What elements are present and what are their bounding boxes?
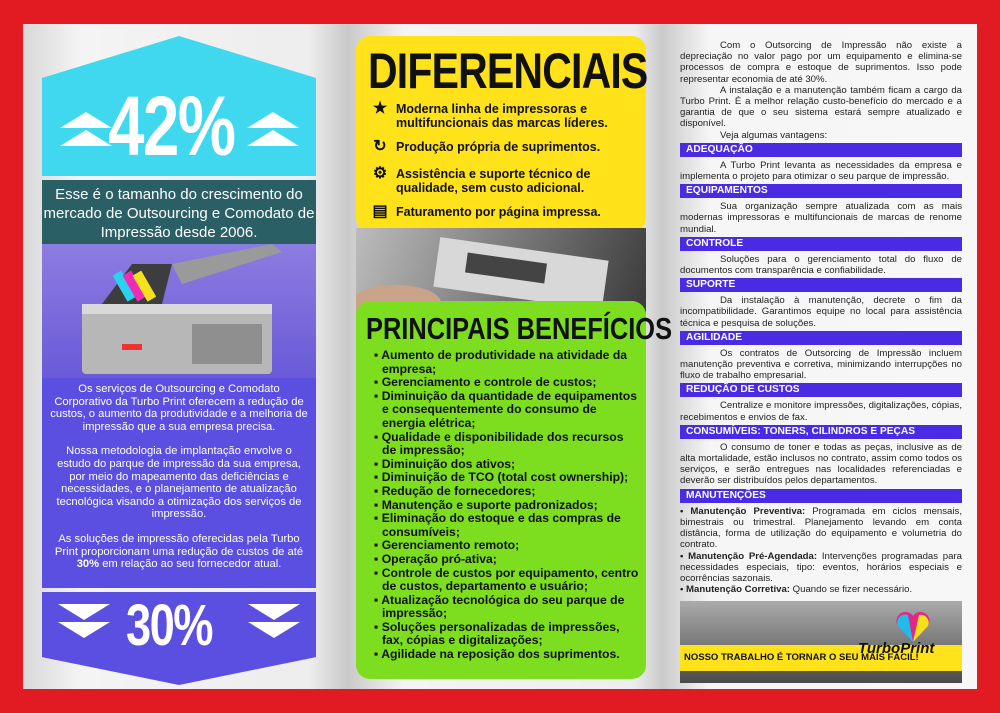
stat-bottom: 30% [126,593,212,658]
printer-image [42,244,316,378]
beneficios-list [370,349,640,662]
beneficio-item: ▪ Aumento de produtividade na atividade da empresa; [374,348,628,376]
turboprint-logo: TurboPrint [858,640,935,657]
slogan: NOSSO TRABALHO É TORNAR O SEU MAIS FÁCIL! [684,652,919,663]
diferencial-item: ★ Moderna linha de impressoras e multifuncionais das marcas líderes. [370,102,616,130]
beneficio-item: ▪ Operação pró-ativa; [374,551,497,566]
arrow-up-icon [247,112,299,128]
intro-paragraph-1: Os serviços de Outsourcing e Comodato Corporativo da Turbo Print oferecem a redução de custos, o aumento da produtividade e a melhoria de impressão que a sua empresa precisa. [50,383,308,433]
diferencial-item: ▤ Faturamento por página impressa. [370,205,601,219]
manutencao-item: • Manutenção Preventiva: Programada em ciclos mensais, bimestrais ou trimestral. Planejamento levando em conta distância, forma de utilização do equipamento e volumetria do contrato. [680,505,962,551]
beneficio-item: ▪ Qualidade e disponibilidade dos recursos de impressão; [374,429,624,458]
arrow-down-icon [58,622,110,638]
intro-paragraph-3: As soluções de impressão oferecidas pela Turbo Print proporcionam uma redução de custos de até 30% em relação ao seu fornecedor atual. [54,532,304,571]
refresh-icon: ↻ [373,138,387,155]
arrow-down-icon [248,604,300,620]
beneficio-item: ▪ Redução de fornecedores; [374,483,536,498]
intro-text-1: Com o Outsorcing de Impressão não existe a depreciação no valor pago por um equipamento e elimina-se processos de compra e estoque de suprimentos. Isso pode representar economia de até 30%. [680,40,962,85]
section-bar: CONSUMÍVEIS: TONERS, CILINDROS E PEÇAS [680,425,962,439]
section-bar: EQUIPAMENTOS [680,184,962,198]
logo-heart-icon [895,610,931,644]
manutencao-item: • Manutenção Corretiva: Quando se fizer necessário. [680,584,913,596]
beneficio-item: ▪ Diminuição de TCO (total cost ownership); [374,470,629,485]
beneficio-item: ▪ Diminuição dos ativos; [374,456,516,471]
intro-text-2: A instalação e a manutenção também ficam a cargo da Turbo Print. É a melhor relação custo-benefício do mercado e a garantia de que o seu sistema estará sempre atualizado e disponível. [680,84,962,130]
arrow-down-icon [58,604,110,620]
diferencial-item: ↻ Produção própria de suprimentos. [370,140,600,154]
document-icon: ▤ [372,203,388,220]
beneficio-item: ▪ Controle de custos por equipamento, centro de custos, departamento e usuário; [374,565,639,594]
beneficios-title: PRINCIPAIS BENEFÍCIOS [366,311,673,346]
beneficios-panel [356,301,673,679]
beneficio-item: ▪ Soluções personalizadas de impressões, fax, cópias e digitalizações; [374,619,620,648]
diferencial-item: ⚙ Assistência e suporte técnico de qualidade, sem custo adicional. [370,167,596,195]
section-text: A Turbo Print levanta as necessidades da empresa e implementa o projeto para otimizar o seu parque de impressão. [680,159,962,183]
arrow-up-icon [247,130,299,146]
beneficio-item: ▪ Gerenciamento e controle de custos; [374,375,597,390]
section-bar: ADEQUAÇÃO [680,143,962,157]
arrow-down-icon [248,622,300,638]
section-text: Os contratos de Outsorcing de Impressão incluem manutenção preventiva e corretiva, minimizando interrupções no fluxo de trabalho empresarial. [680,347,962,382]
section-bar: REDUÇÃO DE CUSTOS [680,383,962,397]
section-text: Sua organização sempre atualizada com as mais modernas impressoras e multifuncionais de marcas de renome mundial. [680,201,962,235]
vantagens-column [680,40,962,595]
stat-top: 42% [108,79,235,173]
section-bar: MANUTENÇÕES [680,489,962,503]
beneficio-item: ▪ Diminuição da quantidade de equipamentos e consequentemente do consumo de energia elétrica; [374,388,638,430]
diferenciais-title: DIFERENCIAIS [368,43,648,99]
section-text: Soluções para o gerenciamento total do fluxo de documentos com transparência e confiabilidade. [680,253,962,277]
star-icon: ★ [372,100,388,117]
beneficio-item: ▪ Atualização tecnológica do seu parque de impressão; [374,592,625,621]
section-text: Centralize e monitore impressões, digitalizações, cópias, recebimentos e envios de fax. [680,400,962,423]
arrow-up-icon [60,112,112,128]
section-bar: SUPORTE [680,278,962,292]
section-text: O consumo de toner e todas as peças, inclusive as de alta mortalidade, estão inclusos no contrato, assim como todos os serviços, e serão entregues nas localidades referenciadas e deverão ser distribuídos pelos departamentos. [680,441,962,487]
section-bar: AGILIDADE [680,331,962,345]
intro-text-panel [42,378,316,588]
gear-icon: ⚙ [372,165,388,182]
beneficio-item: ▪ Manutenção e suporte padronizados; [374,497,598,512]
beneficio-item: ▪ Agilidade na reposição dos suprimentos. [374,647,620,662]
section-bar: CONTROLE [680,237,962,251]
diferenciais-panel [356,36,646,232]
intro-paragraph-2: Nossa metodologia de implantação envolve o estudo do parque de impressão da sua empresa, por meio do mapeamento das deficiências e necessidades, e o planejamento de atualização tecnológica visando a otimização dos serviços de impressão. [56,445,302,521]
section-text: Da instalação à manutenção, decrete o fim da incompatibilidade. Garantimos equipe no local para assistência técnica e pesquisa de soluções. [680,295,962,329]
beneficio-item: ▪ Gerenciamento remoto; [374,538,520,553]
beneficio-item: ▪ Eliminação do estoque e das compras de consumíveis; [374,511,621,539]
arrow-up-icon [60,130,112,146]
stat-caption: Esse é o tamanho do crescimento do mercado de Outsourcing e Comodato de Impressão desde 2006. [42,180,316,244]
manutencao-item: • Manutenção Pré-Agendada: Intervenções programadas para necessidades especiais, tipo: eventos, horários especiais e ocorrências sazonais. [680,550,962,584]
intro-text-3: Veja algumas vantagens: [720,129,828,141]
